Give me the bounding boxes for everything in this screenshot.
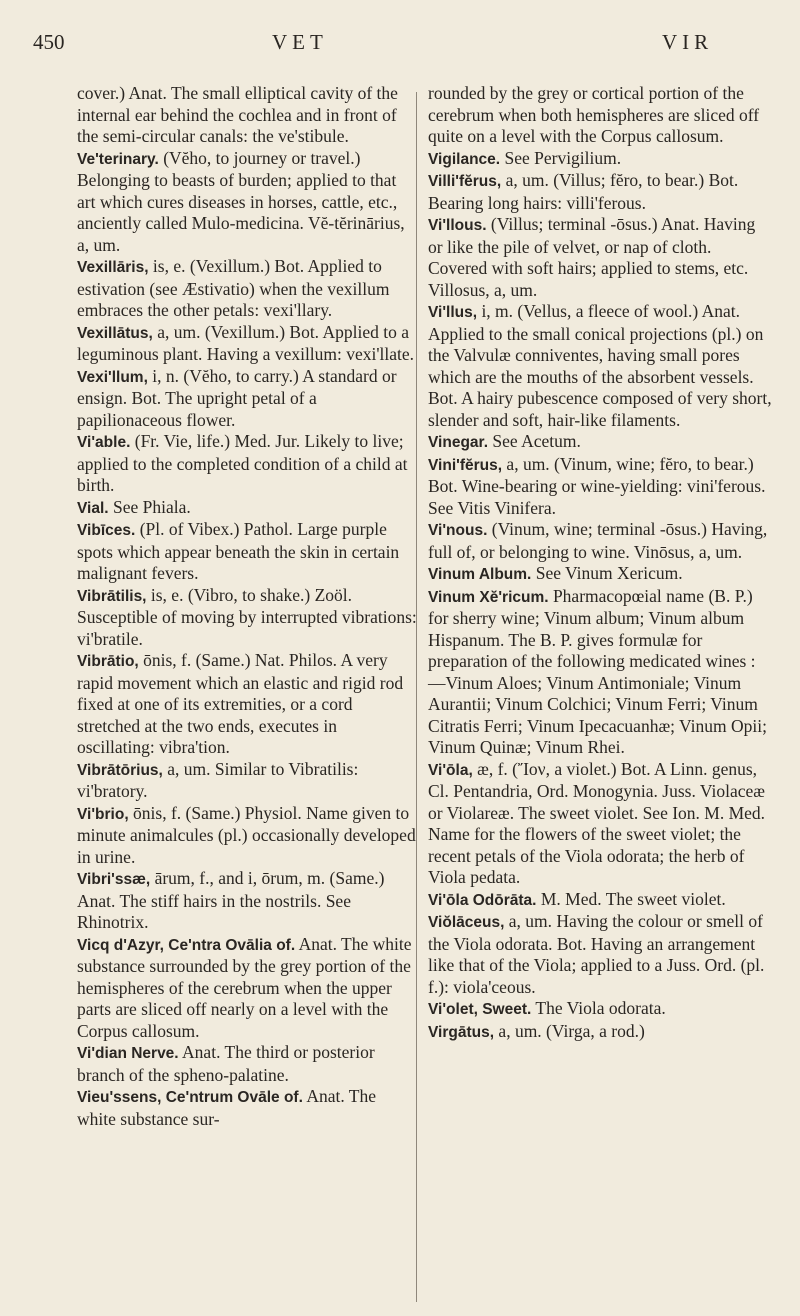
dictionary-entry — [428, 998, 773, 1021]
entry-headword: Vibrātilis, — [77, 587, 147, 605]
dictionary-entry — [77, 934, 417, 1043]
dictionary-entry — [77, 322, 417, 366]
entry-definition: (Pl. of Vibex.) Pathol. Large purple spots which appear beneath the skin in certain malignant fevers. — [77, 519, 400, 583]
entry-definition: Anat. The white substance surrounded by the grey portion of the hemispheres of the cerebrum when the upper parts are sliced off nearly on a level with the Corpus callosum. — [77, 933, 412, 1041]
entry-definition: cover.) Anat. The small elliptical cavity of the internal ear behind the cochlea and in front of the semi-circular canals: the ve'stibule. — [77, 83, 398, 146]
entry-headword: Vicq d'Azyr, Ce'ntra Ovālia of. — [77, 936, 296, 954]
entry-definition: Anat. The third or posterior branch of the spheno-palatine. — [77, 1042, 375, 1085]
entry-headword: Vi'brio, — [77, 805, 129, 823]
entry-definition: (Vĕho, to journey or travel.) Belonging to beasts of burden; applied to that art which cures diseases in horses, cattle, etc., anciently called Mulo-medicina. Vĕ-tĕrinārius, a, um. — [77, 147, 405, 255]
dictionary-entry — [77, 1086, 417, 1130]
entry-headword: Vi'nous. — [428, 522, 488, 539]
dictionary-entry — [428, 214, 773, 301]
dictionary-entry — [77, 431, 417, 497]
dictionary-entry — [428, 1021, 773, 1044]
entry-headword: Vi'llous. — [428, 217, 487, 234]
dictionary-entry — [428, 170, 773, 214]
entry-definition: is, e. (Vexillum.) Bot. Applied to estivation (see Æstivatio) when the vexillum embraces the other petals: vexi'llary. — [77, 256, 390, 320]
entry-headword: Vi'ōla Odōrāta. — [428, 891, 537, 909]
entry-definition: ōnis, f. (Same.) Nat. Philos. A very rapid movement which an elastic and rigid rod fixed at one of its extremities, or a cord stretched at the two ends, executes in oscillating: vibra'tion. — [77, 650, 404, 757]
dictionary-entry — [77, 650, 417, 759]
dictionary-entry — [77, 366, 417, 432]
entry-definition: ārum, f., and i, ōrum, m. (Same.) Anat. The stiff hairs in the nostrils. See Rhinotrix. — [77, 868, 385, 932]
dictionary-entry — [428, 148, 773, 171]
entry-definition: a, um. (Villus; fĕro, to bear.) Bot. Bearing long hairs: villi'ferous. — [428, 170, 739, 213]
dictionary-entry — [77, 803, 417, 869]
dictionary-entry — [77, 868, 417, 934]
page-number: 450 — [33, 30, 65, 54]
dictionary-entry — [428, 759, 773, 889]
entry-headword: Vinum Xĕ'ricum. — [428, 588, 549, 606]
entry-definition: ōnis, f. (Same.) Physiol. Name given to minute animalcules (pl.) occasionally developed in urine. — [77, 802, 416, 867]
entry-headword: Virgātus, — [428, 1023, 495, 1041]
dictionary-entry — [77, 83, 417, 148]
entry-headword: Vibrātōrius, — [77, 761, 163, 779]
entry-headword: Vi'able. — [77, 434, 131, 451]
dictionary-entry — [77, 256, 417, 322]
entry-headword: Vibri'ssæ, — [77, 871, 151, 888]
dictionary-entry — [428, 454, 773, 520]
entry-definition: a, um. (Virga, a rod.) — [498, 1020, 645, 1041]
entry-headword: Vini'fĕrus, — [428, 456, 503, 474]
entry-definition: M. Med. The sweet violet. — [540, 888, 726, 909]
dictionary-entry — [428, 519, 773, 563]
running-header — [0, 30, 800, 70]
entry-definition: a, um. (Vinum, wine; fĕro, to bear.) Bot. Wine-bearing or wine-yielding: vini'ferous. See Vitis Vinifera. — [428, 453, 766, 518]
guide-word-right: VIR — [662, 30, 714, 54]
right-column — [428, 83, 773, 1043]
entry-definition: (Vinum, wine; terminal -ōsus.) Having, full of, or belonging to wine. Vinōsus, a, um. — [428, 519, 768, 562]
entry-headword: Vi'llus, — [428, 304, 478, 321]
dictionary-entry — [77, 519, 417, 585]
entry-headword: Vibīces. — [77, 522, 136, 539]
guide-word-left: VET — [272, 30, 328, 54]
entry-headword: Vi'olet, Sweet. — [428, 1001, 532, 1018]
entry-headword: Vial. — [77, 499, 109, 517]
entry-headword: Vibrātio, — [77, 653, 139, 670]
dictionary-entry — [428, 889, 773, 912]
dictionary-entry — [428, 83, 773, 148]
dictionary-entry — [428, 431, 773, 454]
entry-definition: rounded by the grey or cortical portion of the cerebrum when both hemispheres are sliced off quite on a level with the Corpus callosum. — [428, 83, 760, 146]
dictionary-entry — [428, 911, 773, 998]
entry-headword: Ve'terinary. — [77, 150, 159, 168]
entry-headword: Vi'ōla, — [428, 761, 473, 779]
entry-definition: a, um. (Vexillum.) Bot. Applied to a leguminous plant. Having a vexillum: vexi'llate. — [77, 321, 415, 364]
entry-definition: æ, f. (Ἴον, a violet.) Bot. A Linn. genus, Cl. Pentandria, Ord. Monogynia. Juss. Violaceæ or Violareæ. The sweet violet. See Ion. M. Med. Name for the flowers of the sweet violet; the recent petals of the Viola odorata; the herb of Viola pedata. — [428, 758, 766, 887]
left-column — [77, 83, 417, 1130]
dictionary-entry — [77, 148, 417, 257]
dictionary-entry — [428, 586, 773, 759]
entry-headword: Villi'fĕrus, — [428, 173, 502, 190]
dictionary-entry — [77, 1042, 417, 1086]
entry-definition: (Fr. Vie, life.) Med. Jur. Likely to live; applied to the completed condition of a child at birth. — [77, 431, 408, 495]
entry-definition: (Villus; terminal -ōsus.) Anat. Having or like the pile of velvet, or nap of cloth. Covered with soft hairs; applied to stems, etc. Villosus, a, um. — [428, 214, 756, 300]
entry-definition: See Vinum Xericum. — [535, 563, 683, 583]
entry-definition: a, um. Having the colour or smell of the Viola odorata. Bot. Having an arrangement like that of the Viola; applied to a Juss. Ord. (pl. f.): viola'ceous. — [428, 911, 765, 997]
entry-headword: Vi'dian Nerve. — [77, 1045, 179, 1062]
dictionary-entry — [428, 563, 773, 586]
entry-definition: See Phiala. — [112, 496, 191, 517]
dictionary-entry — [77, 585, 417, 651]
entry-definition: See Pervigilium. — [504, 147, 622, 168]
dictionary-entry — [428, 301, 773, 431]
entry-headword: Vinegar. — [428, 434, 489, 451]
entry-headword: Vieu'ssens, Ce'ntrum Ovāle of. — [77, 1089, 303, 1106]
entry-definition: i, m. (Vellus, a fleece of wool.) Anat. Applied to the small conical projections (pl.) on the Valvulæ conniventes, having small pores which are the mouths of the absorbent vessels. Bot. A hairy pubescence composed of very short, slender and soft, hair-like filaments. — [428, 301, 772, 430]
entry-headword: Vinum Album. — [428, 566, 532, 583]
entry-headword: Vexillātus, — [77, 324, 153, 342]
entry-definition: i, n. (Vĕho, to carry.) A standard or ensign. Bot. The upright petal of a papilionaceous flower. — [77, 365, 397, 430]
entry-headword: Vexillāris, — [77, 259, 149, 276]
entry-headword: Vexi'llum, — [77, 368, 148, 386]
dictionary-entry — [77, 497, 417, 520]
entry-definition: a, um. Similar to Vibratilis: vi'bratory. — [77, 758, 359, 801]
entry-definition: is, e. (Vibro, to shake.) Zoöl. Susceptible of moving by interrupted vibrations: vi'bratile. — [77, 584, 417, 649]
entry-headword: Viŏlāceus, — [428, 914, 505, 931]
dictionary-entry — [77, 759, 417, 803]
entry-definition: The Viola odorata. — [535, 998, 666, 1018]
entry-definition: Anat. The white substance sur- — [77, 1086, 376, 1129]
entry-headword: Vigilance. — [428, 150, 501, 168]
entry-definition: See Acetum. — [492, 431, 581, 451]
entry-definition: Pharmacopœial name (B. P.) for sherry wine; Vinum album; Vinum album Hispanum. The B. P. gives formulæ for preparation of the following medicated wines :—Vinum Aloes; Vinum Antimoniale; Vinum Aurantii; Vinum Colchici; Vinum Ferri; Vinum Citratis Ferri; Vinum Ipecacuanhæ; Vinum Opii; Vinum Quinæ; Vinum Rhei. — [428, 585, 767, 757]
